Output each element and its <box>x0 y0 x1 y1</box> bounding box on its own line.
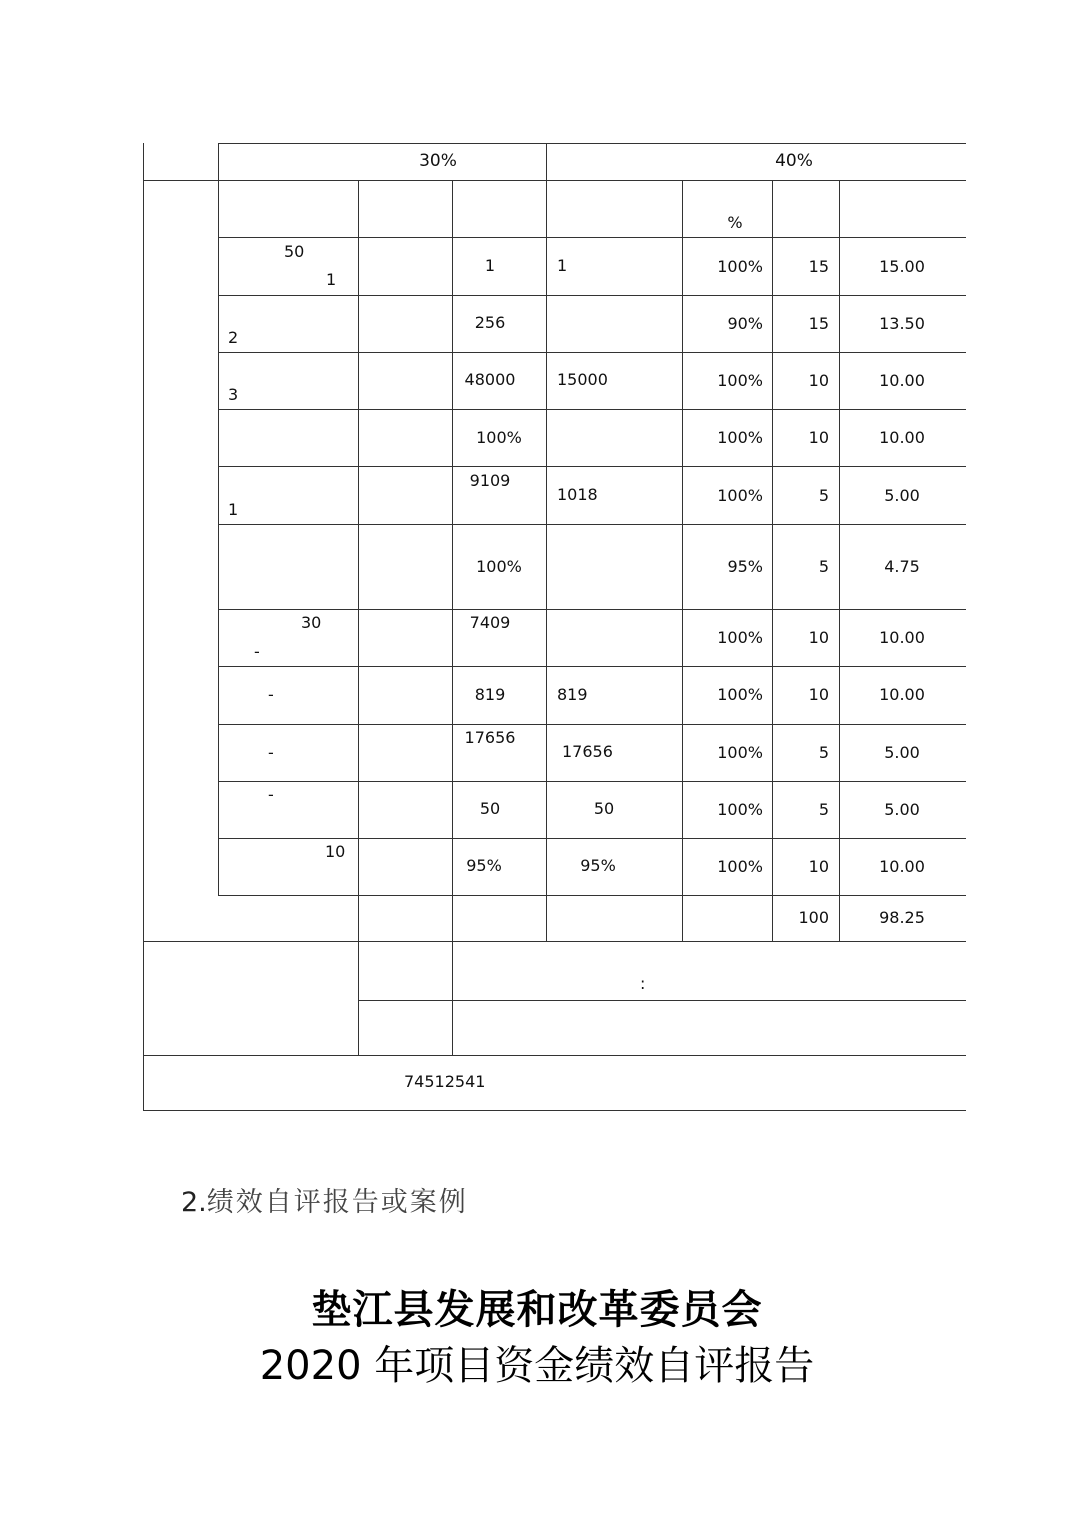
table-cell: 5 <box>818 743 829 762</box>
table-cell: 100% <box>717 800 763 819</box>
table-cell: 90% <box>727 314 763 333</box>
report-title-line2: 2020 年项目资金绩效自评报告 <box>259 1343 815 1389</box>
table-cell: 95% <box>580 856 616 875</box>
table-cell: 50 <box>284 242 305 261</box>
group-header-40: 40% <box>775 151 813 171</box>
table-border <box>218 666 966 667</box>
table-cell: 1 <box>228 500 239 519</box>
table-cell: 5.00 <box>884 486 920 505</box>
table-cell: - <box>254 642 260 661</box>
unit-header-percent: % <box>727 213 743 232</box>
section-heading <box>181 1180 468 1219</box>
table-border <box>218 409 966 410</box>
table-cell: 2 <box>228 328 239 347</box>
table-cell: - <box>268 743 274 762</box>
table-border <box>143 1055 966 1056</box>
table-cell: 100% <box>717 371 763 390</box>
table-border <box>143 143 144 1111</box>
table-cell: 17656 <box>562 742 613 761</box>
table-cell: 10 <box>808 628 829 647</box>
table-border <box>218 724 966 725</box>
table-border <box>358 1000 966 1001</box>
table-cell: 50 <box>593 799 615 818</box>
table-cell: 5.00 <box>884 743 920 762</box>
table-cell: 100% <box>717 685 763 704</box>
table-cell: 10 <box>325 842 346 861</box>
section-number: 2. <box>181 1187 207 1218</box>
table-cell: 10 <box>808 371 829 390</box>
table-cell: 13.50 <box>879 314 925 333</box>
table-cell: 100% <box>476 428 522 447</box>
table-cell: 256 <box>474 313 506 332</box>
table-cell: 1 <box>484 256 496 275</box>
table-border <box>218 143 219 896</box>
table-cell: 1 <box>557 256 568 275</box>
table-cell: 10.00 <box>879 371 925 390</box>
table-cell: 15 <box>808 314 829 333</box>
table-border <box>682 180 683 942</box>
table-cell: 3 <box>228 385 239 404</box>
table-border <box>218 838 966 839</box>
total-score: 98.25 <box>879 908 925 927</box>
group-header-30: 30% <box>419 151 457 171</box>
total-weight: 100 <box>798 908 829 927</box>
table-cell: 95% <box>466 856 502 875</box>
table-border <box>839 180 840 942</box>
table-cell: 10.00 <box>879 628 925 647</box>
table-cell: 1 <box>326 270 337 289</box>
evaluation-colon: : <box>640 974 646 993</box>
table-cell: 48000 <box>464 370 516 389</box>
table-border <box>218 143 966 144</box>
table-cell: 9109 <box>469 471 511 490</box>
table-cell: 5.00 <box>884 800 920 819</box>
table-cell: 5 <box>818 486 829 505</box>
table-cell: 819 <box>474 685 506 704</box>
table-border <box>218 237 966 238</box>
table-border <box>218 609 966 610</box>
table-cell: 15000 <box>557 370 608 389</box>
table-cell: 15 <box>808 257 829 276</box>
contact-phone: 74512541 <box>404 1072 486 1091</box>
table-cell: 10.00 <box>879 685 925 704</box>
table-cell: 100% <box>717 257 763 276</box>
table-cell: - <box>268 685 274 704</box>
table-cell: 30 <box>301 613 322 632</box>
report-title-line1: 垫江县发展和改革委员会 <box>311 1286 763 1333</box>
table-cell: - <box>268 785 274 804</box>
section-label: 绩效自评报告或案例 <box>206 1187 468 1218</box>
table-cell: 7409 <box>469 613 511 632</box>
table-border <box>143 180 966 181</box>
table-cell: 100% <box>717 486 763 505</box>
table-cell: 5 <box>818 557 829 576</box>
table-border <box>143 941 966 942</box>
table-cell: 10 <box>808 428 829 447</box>
table-cell: 100% <box>717 743 763 762</box>
table-border <box>218 781 966 782</box>
table-cell: 1018 <box>557 485 598 504</box>
table-border <box>143 1110 966 1111</box>
table-cell: 10.00 <box>879 857 925 876</box>
table-cell: 100% <box>717 428 763 447</box>
table-cell: 10 <box>808 857 829 876</box>
table-cell: 95% <box>727 557 763 576</box>
table-border <box>772 180 773 942</box>
table-cell: 10.00 <box>879 428 925 447</box>
table-border <box>358 180 359 1056</box>
table-cell: 100% <box>717 857 763 876</box>
table-cell: 819 <box>557 685 588 704</box>
table-cell: 17656 <box>464 728 516 747</box>
table-cell: 100% <box>476 557 522 576</box>
table-border <box>452 180 453 1056</box>
table-border <box>218 352 966 353</box>
table-border <box>218 295 966 296</box>
table-border <box>218 524 966 525</box>
table-cell: 50 <box>479 799 501 818</box>
table-cell: 5 <box>818 800 829 819</box>
table-border <box>218 466 966 467</box>
table-cell: 15.00 <box>879 257 925 276</box>
table-cell: 4.75 <box>884 557 920 576</box>
table-border <box>546 143 547 942</box>
table-cell: 100% <box>717 628 763 647</box>
table-border <box>218 895 966 896</box>
table-cell: 10 <box>808 685 829 704</box>
